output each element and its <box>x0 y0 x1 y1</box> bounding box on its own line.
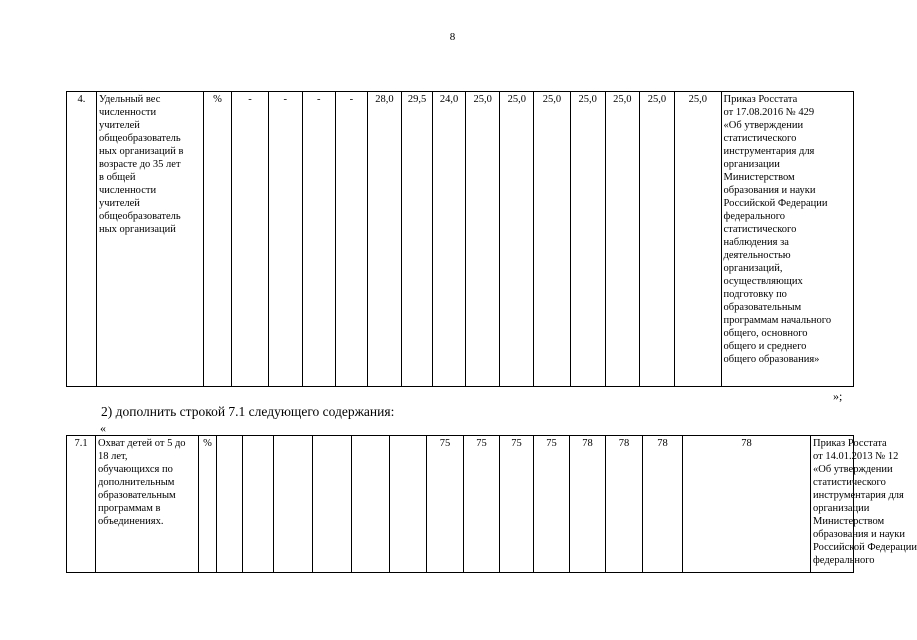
value-cell: 75 <box>534 436 570 573</box>
table-row <box>67 436 854 573</box>
value-cell: 25,0 <box>500 92 534 387</box>
source-document <box>721 92 853 387</box>
source-line: наблюдения за <box>723 237 789 248</box>
unit-cell: % <box>203 92 232 387</box>
source-line: Приказ Росстата <box>813 438 887 449</box>
empty-cell <box>313 436 352 573</box>
empty-cell <box>217 436 243 573</box>
value-cell: 29,5 <box>402 92 433 387</box>
indicator-line: ных организаций в <box>98 146 184 157</box>
source-line: организации <box>723 159 780 170</box>
indicator-line: учителей <box>98 198 140 209</box>
value-cell: 78 <box>570 436 606 573</box>
row-number: 4. <box>67 92 97 387</box>
value-cell: 25,0 <box>639 92 674 387</box>
indicator-line: общеобразователь <box>98 133 181 144</box>
source-line: Министерством <box>813 516 885 527</box>
source-line: от 17.08.2016 № 429 <box>723 107 815 118</box>
indicator-line: в общей <box>98 172 136 183</box>
value-cell: 78 <box>643 436 683 573</box>
value-cell: 24,0 <box>433 92 466 387</box>
source-line: общего, основного <box>723 328 808 339</box>
source-line: «Об утверждении <box>723 120 804 131</box>
dash-cell: - <box>232 92 268 387</box>
source-line: федерального <box>723 211 786 222</box>
source-line: деятельностью <box>723 250 791 261</box>
unit-cell: % <box>199 436 217 573</box>
closing-quote-mark: »; <box>833 389 843 403</box>
source-line: образования и науки <box>723 185 816 196</box>
indicator-line: ных организаций <box>98 224 176 235</box>
source-line: организаций, <box>723 263 783 274</box>
value-cell: 28,0 <box>367 92 401 387</box>
source-line: инструментария для <box>723 146 815 157</box>
indicator-line: численности <box>98 185 157 196</box>
value-cell: 25,0 <box>674 92 721 387</box>
source-line: общего и среднего <box>723 341 807 352</box>
source-line: федерального <box>813 555 875 566</box>
value-cell: 25,0 <box>466 92 500 387</box>
indicator-line: возрасте до 35 лет <box>98 159 181 170</box>
indicator-line: общеобразователь <box>98 211 181 222</box>
value-cell: 78 <box>606 436 643 573</box>
empty-cell <box>243 436 274 573</box>
empty-cell <box>390 436 427 573</box>
indicator-name <box>96 92 203 387</box>
source-document <box>811 436 917 573</box>
indicator-line: 18 лет, <box>98 451 128 462</box>
indicator-line: программам в <box>98 503 161 514</box>
source-line: образовательным <box>723 302 802 313</box>
indicator-line: учителей <box>98 120 140 131</box>
amendment-instruction: 2) дополнить строкой 7.1 следующего содержания: <box>101 404 395 419</box>
value-cell: 75 <box>464 436 500 573</box>
source-line: общего образования» <box>723 354 820 365</box>
source-line: осуществляющих <box>723 276 803 287</box>
source-line: организации <box>813 503 870 514</box>
dash-cell: - <box>335 92 367 387</box>
opening-quote-mark: « <box>100 421 106 435</box>
indicators-table-row-4 <box>66 91 854 387</box>
source-line: подготовку по <box>723 289 787 300</box>
indicator-line: обучающихся по <box>98 464 173 475</box>
source-line: статистического <box>813 477 886 488</box>
source-line: статистического <box>723 224 797 235</box>
empty-cell <box>352 436 390 573</box>
source-line: Российской Федерации <box>723 198 828 209</box>
source-line: инструментария для <box>813 490 904 501</box>
indicator-line: образовательным <box>98 490 176 501</box>
dash-cell: - <box>268 92 302 387</box>
source-line: Российской Федерации <box>813 542 917 553</box>
value-cell: 75 <box>500 436 534 573</box>
source-line: Приказ Росстата <box>723 94 798 105</box>
indicator-line: Охват детей от 5 до <box>98 438 186 449</box>
source-line: образования и науки <box>813 529 905 540</box>
empty-cell <box>274 436 313 573</box>
source-line: «Об утверждении <box>813 464 893 475</box>
indicators-table-row-7-1 <box>66 435 917 573</box>
value-cell: 25,0 <box>534 92 570 387</box>
value-cell: 78 <box>683 436 811 573</box>
indicator-line: дополнительным <box>98 477 175 488</box>
source-line: статистического <box>723 133 797 144</box>
value-cell: 75 <box>427 436 464 573</box>
page-number: 8 <box>449 31 456 43</box>
indicator-line: численности <box>98 107 157 118</box>
row-number: 7.1 <box>67 436 96 573</box>
source-line: программам начального <box>723 315 832 326</box>
source-line: от 14.01.2013 № 12 <box>813 451 899 462</box>
value-cell: 25,0 <box>605 92 639 387</box>
indicator-name <box>96 436 199 573</box>
value-cell: 25,0 <box>570 92 605 387</box>
source-line: Министерством <box>723 172 795 183</box>
table-row <box>67 92 854 387</box>
indicator-line: Удельный вес <box>98 94 161 105</box>
indicator-line: объединениях. <box>98 516 164 527</box>
dash-cell: - <box>302 92 335 387</box>
